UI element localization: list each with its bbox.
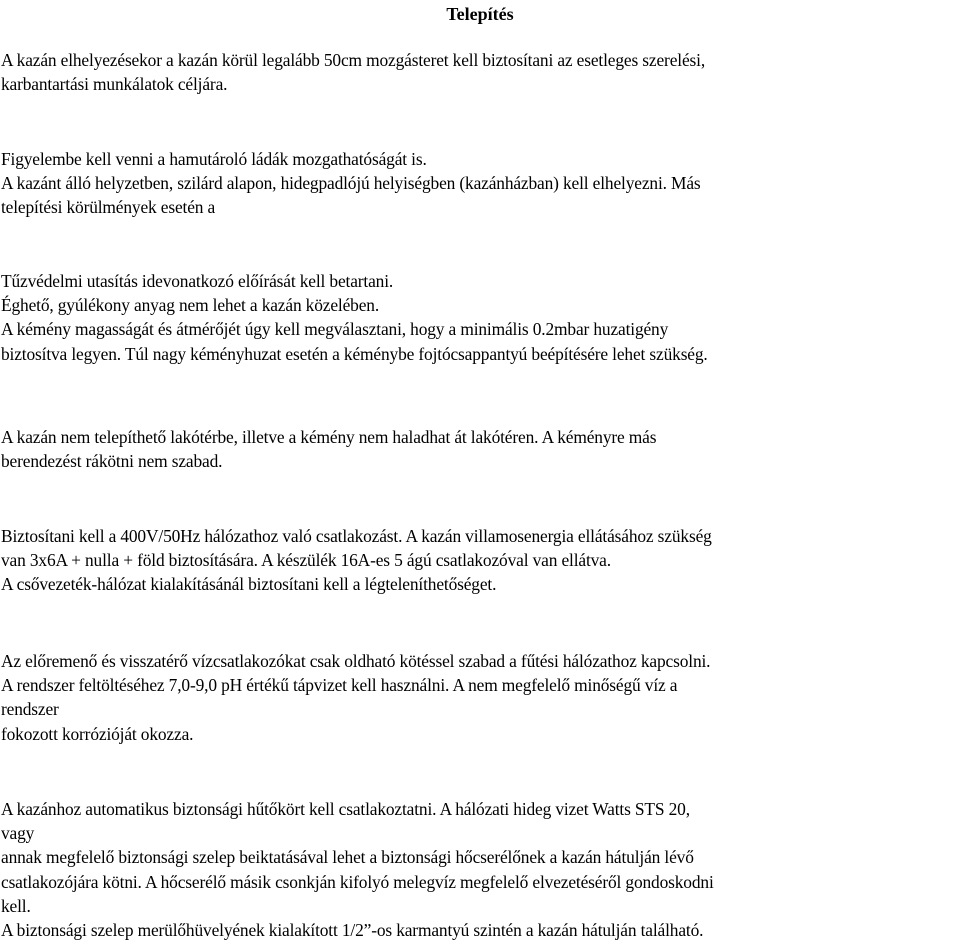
paragraph-line: rendszer [1, 699, 59, 720]
paragraph-line: A csővezeték-hálózat kialakításánál biztosítani kell a légteleníthetőséget. [1, 574, 497, 595]
paragraph-line: kell. [1, 895, 31, 916]
paragraph-line: van 3x6A + nulla + föld biztosítására. A készülék 16A-es 5 ágú csatlakozóval van ellátva. [1, 550, 611, 571]
paragraph-line: A biztonsági szelep merülőhüvelyének kialakított 1/2”-os karmantyú szintén a kazán hátulján található. [1, 920, 704, 941]
paragraph-placement [1, 147, 959, 220]
document-title: Telepítés [446, 4, 514, 24]
paragraph-line: A rendszer feltöltéséhez 7,0-9,0 pH értékű tápvizet kell használni. A nem megfelelő minőségű víz a [1, 675, 678, 696]
paragraph-line: fokozott korrózióját okozza. [1, 723, 194, 744]
paragraph-line: annak megfelelő biztonsági szelep beiktatásával lehet a biztonsági hőcserélőnek a kazán hátulján lévő [1, 847, 694, 868]
paragraph-line: A kémény magasságát és átmérőjét úgy kell megválasztani, hogy a minimális 0.2mbar huzatigény [1, 319, 669, 340]
paragraph-line: Biztosítani kell a 400V/50Hz hálózathoz való csatlakozást. A kazán villamosenergia ellátásához szükség [1, 526, 712, 546]
paragraph-line: Tűzvédelmi utasítás idevonatkozó előírását kell betartani. [1, 271, 394, 291]
paragraph-fire-safety [1, 269, 959, 366]
paragraph-line: telepítési körülmények esetén a [1, 197, 216, 218]
paragraph-safety-cooling [1, 797, 959, 942]
paragraph-line: A kazánhoz automatikus biztonsági hűtőkört kell csatlakoztatni. A hálózati hideg vizet Watts STS 20, [1, 799, 690, 819]
paragraph-electrical [1, 524, 959, 597]
paragraph-line: Az előremenő és visszatérő vízcsatlakozókat csak oldható kötéssel szabad a fűtési hálózathoz kapcsolni. [1, 651, 711, 671]
paragraph-line: karbantartási munkálatok céljára. [1, 74, 228, 95]
paragraph-line: A kazán elhelyezésekor a kazán körül legalább 50cm mozgásteret kell biztosítani az esetleges szerelési, [1, 50, 706, 70]
paragraph-line: csatlakozójára kötni. A hőcserélő másik csonkján kifolyó melegvíz megfelelő elvezetéséről gondoskodni [1, 871, 714, 892]
paragraph-clearance [1, 48, 959, 96]
paragraph-line: A kazánt álló helyzetben, szilárd alapon, hidegpadlójú helyiségben (kazánházban) kell elhelyezni. Más [1, 173, 701, 194]
paragraph-line: berendezést rákötni nem szabad. [1, 451, 223, 472]
paragraph-line: A kazán nem telepíthető lakótérbe, illetve a kémény nem haladhat át lakótéren. A kéményre más [1, 427, 657, 447]
paragraph-line: Éghető, gyúlékony anyag nem lehet a kazán közelében. [1, 295, 380, 316]
paragraph-water-connection [1, 649, 959, 746]
paragraph-line: biztosítva legyen. Túl nagy kéményhuzat esetén a kéménybe fojtócsappantyú beépítésére lehet szükség. [1, 343, 708, 364]
paragraph-living-space [1, 425, 959, 473]
paragraph-line: Figyelembe kell venni a hamutároló ládák mozgathatóságát is. [1, 149, 427, 169]
paragraph-line: vagy [1, 823, 35, 844]
